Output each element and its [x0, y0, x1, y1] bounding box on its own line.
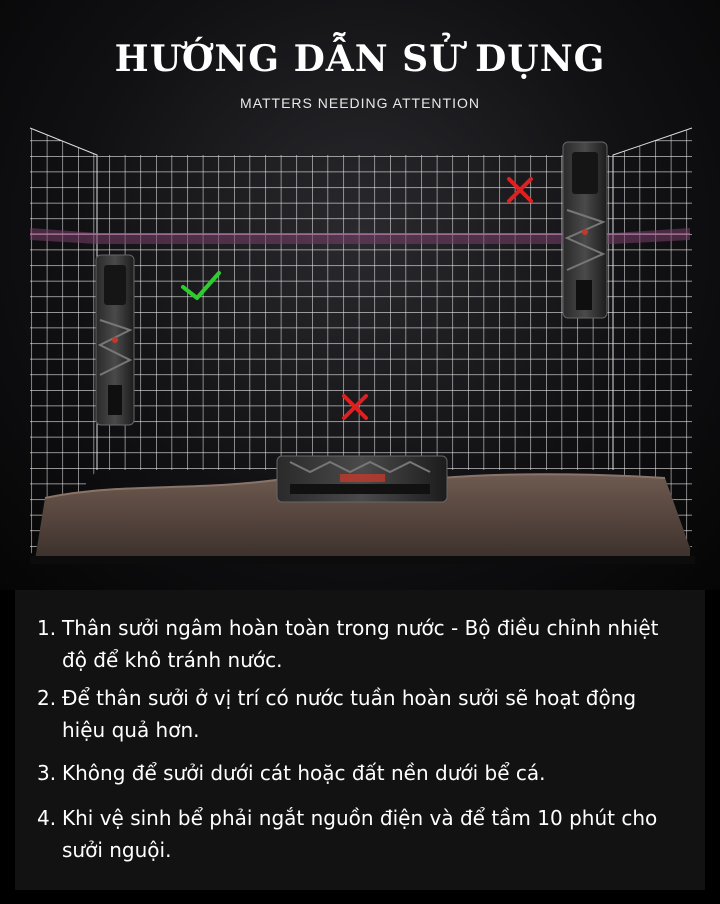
instruction-number: 2.: [37, 686, 57, 710]
instructions-panel: [15, 590, 705, 890]
instruction-item: [37, 757, 677, 789]
heater-left: [96, 255, 134, 425]
instruction-text: Khi vệ sinh bể phải ngắt nguồn điện và để tầm 10 phút cho sưởi nguội.: [62, 806, 658, 862]
instruction-number: 4.: [37, 806, 57, 830]
page-subtitle: MATTERS NEEDING ATTENTION: [240, 95, 480, 111]
heater-right: [563, 142, 607, 318]
instruction-number: 1.: [37, 616, 57, 640]
instruction-number: 3.: [37, 761, 57, 785]
instruction-text: Để thân sưởi ở vị trí có nước tuần hoàn sưởi sẽ hoạt động hiệu quả hơn.: [62, 686, 637, 742]
instruction-text: Thân sưởi ngâm hoàn toàn trong nước - Bộ điều chỉnh nhiệt độ để khô tránh nước.: [62, 616, 659, 672]
instruction-item: [37, 682, 677, 746]
instruction-text: Không để sưởi dưới cát hoặc đất nền dưới bể cá.: [62, 761, 546, 785]
page-title: HƯỚNG DẪN SỬ DỤNG: [114, 38, 606, 80]
heater-bottom: [277, 456, 447, 502]
instruction-item: [37, 802, 677, 866]
back-wall-grid: [97, 155, 613, 470]
tank-base: [30, 556, 695, 564]
instruction-item: [37, 612, 677, 676]
